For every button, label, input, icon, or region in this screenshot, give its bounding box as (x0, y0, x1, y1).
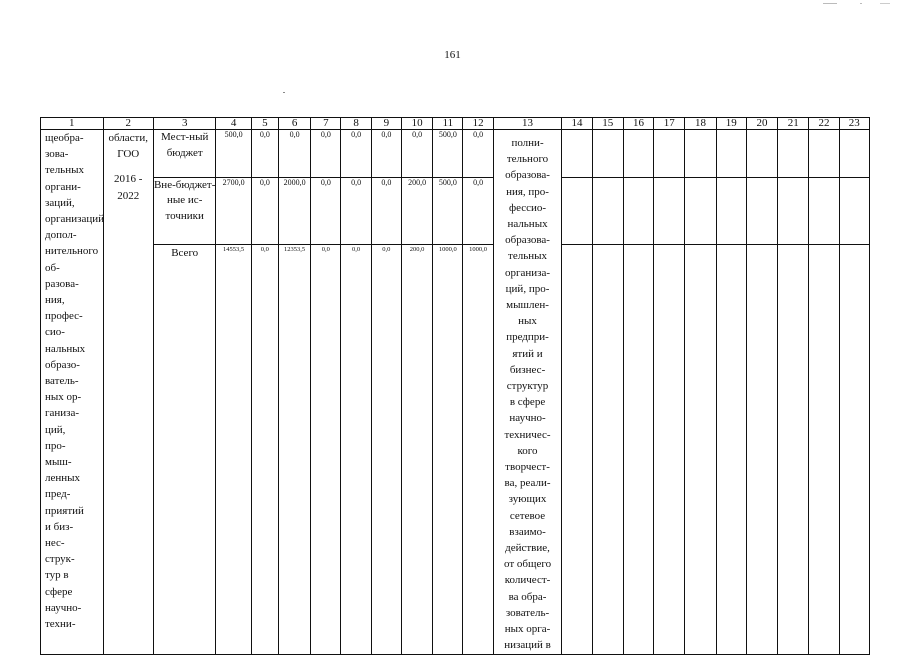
value-cell: 0,0 (463, 177, 493, 244)
text-line: научно- (45, 601, 82, 614)
empty-cell (778, 130, 809, 178)
empty-cell (809, 245, 839, 654)
text-line: образова- (505, 169, 550, 182)
column-header: 20 (746, 118, 777, 130)
empty-cell (839, 130, 869, 178)
text-line: нальных (45, 342, 86, 355)
text-line: сфере (45, 585, 73, 598)
value-cell: 1000,0 (463, 245, 493, 654)
empty-cell (592, 130, 623, 178)
text-line: ций, про- (505, 282, 550, 295)
executor-text-line: ГОО (117, 148, 140, 161)
value-cell: 500,0 (433, 130, 463, 178)
table-row-local-budget (41, 130, 870, 178)
empty-cell (562, 130, 592, 178)
text-line: ных (518, 315, 537, 328)
column-header: 15 (592, 118, 623, 130)
empty-cell (839, 177, 869, 244)
value-cell: 200,0 (401, 177, 432, 244)
column-header: 6 (278, 118, 310, 130)
column-header: 2 (103, 118, 153, 130)
value-cell: 0,0 (311, 245, 341, 654)
value-cell: 0,0 (278, 130, 310, 178)
column-header: 18 (685, 118, 716, 130)
text-line: щеобра- (45, 132, 84, 144)
text-line: ватель- (45, 375, 79, 388)
value-cell: 0,0 (311, 130, 341, 178)
text-line: тельного (506, 153, 549, 166)
empty-cell (809, 177, 839, 244)
funding-source-cell: Мест-ный бюджет (153, 130, 216, 178)
column-header: 3 (153, 118, 216, 130)
column-header: 10 (401, 118, 432, 130)
value-cell: 0,0 (311, 177, 341, 244)
text-line: сетевое (509, 509, 546, 522)
text-line: взаимо- (509, 525, 546, 538)
column-header: 7 (311, 118, 341, 130)
text-line: образова- (505, 234, 550, 247)
text-line: техничес- (504, 428, 551, 441)
value-cell: 0,0 (341, 177, 371, 244)
value-cell: 0,0 (251, 245, 278, 654)
text-line: творчест- (505, 461, 550, 474)
value-cell: 0,0 (371, 130, 401, 178)
program-table (40, 117, 870, 655)
text-line: нительного об- (45, 245, 99, 274)
value-cell: 0,0 (401, 130, 432, 178)
value-cell: 2700,0 (216, 177, 251, 244)
text-line: организаций (45, 213, 105, 226)
text-line: низаций в (504, 639, 551, 652)
text-line: ния, (45, 294, 65, 307)
text-line: тур в (45, 569, 69, 582)
text-line: ций, (45, 423, 66, 436)
value-cell: 14553,5 (216, 245, 251, 654)
empty-cell (716, 130, 746, 178)
text-line: сио- (45, 326, 65, 339)
page-number: 161 (444, 49, 461, 61)
column-header: 5 (251, 118, 278, 130)
text-line: разова- (45, 277, 79, 290)
text-line: органи- (45, 180, 81, 193)
text-line: заций, (45, 196, 75, 209)
column-header: 9 (371, 118, 401, 130)
empty-cell (778, 245, 809, 654)
value-cell: 12353,5 (278, 245, 310, 654)
empty-cell (778, 177, 809, 244)
text-line: научно- (509, 412, 546, 425)
text-line: ганиза- (45, 407, 80, 420)
table-row-total (41, 245, 870, 654)
column-header: 1 (41, 118, 104, 130)
empty-cell (623, 245, 653, 654)
text-line: количест- (504, 574, 551, 587)
empty-cell (746, 245, 777, 654)
text-line: ятий и (512, 347, 543, 360)
empty-cell (839, 245, 869, 654)
column-header: 11 (433, 118, 463, 130)
scan-edge-mark (823, 3, 837, 4)
value-cell: 0,0 (251, 130, 278, 178)
empty-cell (562, 177, 592, 244)
column-header: 8 (341, 118, 371, 130)
text-line: профес- (45, 310, 83, 323)
text-line: структур (506, 380, 549, 393)
value-cell: 1000,0 (433, 245, 463, 654)
column-header: 19 (716, 118, 746, 130)
funding-source-cell: Всего (153, 245, 216, 654)
empty-cell (716, 177, 746, 244)
empty-cell (685, 177, 716, 244)
column-header: 21 (778, 118, 809, 130)
text-line: ленных (45, 472, 81, 485)
text-line: бизнес- (509, 363, 546, 376)
column-header: 22 (809, 118, 839, 130)
empty-cell (654, 130, 685, 178)
column-header: 14 (562, 118, 592, 130)
empty-cell (809, 130, 839, 178)
text-line: ва обра- (508, 590, 547, 603)
value-cell: 0,0 (463, 130, 493, 178)
activity-name-text (45, 130, 103, 632)
text-line: зователь- (505, 606, 550, 619)
empty-cell (746, 177, 777, 244)
indicator-cell (493, 130, 562, 655)
empty-cell (685, 245, 716, 654)
text-line: мышлен- (506, 299, 549, 312)
text-line: ва, реали- (504, 477, 551, 490)
empty-cell (592, 245, 623, 654)
period-text: 2016 - 2022 (114, 173, 143, 202)
value-cell: 2000,0 (278, 177, 310, 244)
empty-cell (716, 245, 746, 654)
scan-speck (283, 92, 285, 93)
text-line: фессио- (508, 201, 547, 214)
column-header: 4 (216, 118, 251, 130)
text-line: от общего (503, 558, 552, 571)
text-line: действие, (505, 542, 550, 555)
value-cell: 0,0 (251, 177, 278, 244)
value-cell: 500,0 (433, 177, 463, 244)
text-line: про- (45, 439, 66, 452)
header-row (41, 118, 870, 130)
column-header: 23 (839, 118, 869, 130)
text-line: организа- (504, 266, 551, 279)
value-cell: 0,0 (341, 245, 371, 654)
table-row-extrabudgetary (41, 177, 870, 244)
text-line: образо- (45, 358, 80, 371)
column-header: 17 (654, 118, 685, 130)
text-line: полни- (511, 137, 544, 149)
text-line: ных орга- (504, 623, 551, 636)
text-line: приятий (45, 504, 84, 517)
text-line: техни- (45, 618, 76, 631)
empty-cell (623, 177, 653, 244)
text-line: тельных (45, 164, 84, 177)
text-line: нальных (507, 218, 548, 231)
text-line: кого (517, 444, 538, 457)
column-header: 13 (493, 118, 562, 130)
text-line: тельных (508, 250, 548, 263)
text-line: допол- (45, 229, 77, 242)
text-line: мыш- (45, 456, 72, 469)
empty-cell (654, 177, 685, 244)
empty-cell (592, 177, 623, 244)
text-line: предпри- (506, 331, 549, 344)
executor-text-line: области, (108, 132, 148, 144)
column-header: 16 (623, 118, 653, 130)
indicator-text (494, 130, 562, 654)
value-cell: 0,0 (371, 177, 401, 244)
value-cell: 0,0 (371, 245, 401, 654)
empty-cell (562, 245, 592, 654)
empty-cell (746, 130, 777, 178)
text-line: нес- (45, 537, 65, 550)
empty-cell (623, 130, 653, 178)
column-header: 12 (463, 118, 493, 130)
text-line: и биз- (45, 520, 74, 533)
text-line: пред- (45, 488, 71, 501)
text-line: в сфере (509, 396, 546, 409)
text-line: зующих (508, 493, 547, 506)
executor-period-cell (103, 130, 153, 655)
value-cell: 500,0 (216, 130, 251, 178)
text-line: ния, про- (506, 185, 549, 198)
value-cell: 0,0 (341, 130, 371, 178)
empty-cell (654, 245, 685, 654)
value-cell: 200,0 (401, 245, 432, 654)
text-line: струк- (45, 553, 75, 566)
empty-cell (685, 130, 716, 178)
text-line: ных ор- (45, 391, 82, 404)
scan-edge-mark (880, 3, 890, 4)
activity-name-cell (41, 130, 104, 655)
scan-edge-mark (860, 3, 862, 4)
funding-source-cell: Вне-бюджет-ные ис-точники (153, 177, 216, 244)
text-line: зова- (45, 148, 69, 161)
